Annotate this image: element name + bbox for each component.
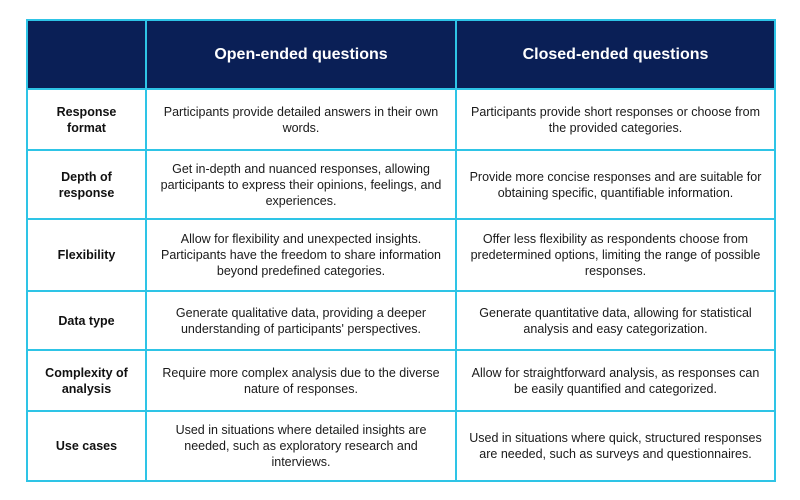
- row-label-use-cases: Use cases: [27, 411, 146, 481]
- cell-open-data-type: Generate qualitative data, providing a deeper understanding of participants' perspectives.: [146, 291, 456, 350]
- cell-closed-response-format: Participants provide short responses or choose from the provided categories.: [456, 89, 775, 150]
- cell-closed-data-type: Generate quantitative data, allowing for statistical analysis and easy categorization.: [456, 291, 775, 350]
- header-row: [27, 20, 775, 89]
- row-label-depth-of-response: Depth of response: [27, 150, 146, 219]
- cell-closed-complexity-of-analysis: Allow for straightforward analysis, as responses can be easily quantified and categorized.: [456, 350, 775, 411]
- row-label-complexity-of-analysis: Complexity of analysis: [27, 350, 146, 411]
- row-label-data-type: Data type: [27, 291, 146, 350]
- table-row: [27, 350, 775, 411]
- comparison-table: [26, 19, 776, 482]
- row-label-flexibility: Flexibility: [27, 219, 146, 291]
- table-row: [27, 150, 775, 219]
- table-body: [27, 89, 775, 481]
- header-open-ended: Open-ended questions: [146, 20, 456, 89]
- cell-closed-flexibility: Offer less flexibility as respondents choose from predetermined options, limiting the range of possible responses.: [456, 219, 775, 291]
- table-row: [27, 89, 775, 150]
- header-corner-cell: [27, 20, 146, 89]
- table-row: [27, 411, 775, 481]
- table-row: [27, 291, 775, 350]
- table-row: [27, 219, 775, 291]
- header-closed-ended: Closed-ended questions: [456, 20, 775, 89]
- row-label-response-format: Response format: [27, 89, 146, 150]
- cell-open-use-cases: Used in situations where detailed insights are needed, such as exploratory research and interviews.: [146, 411, 456, 481]
- cell-closed-depth-of-response: Provide more concise responses and are suitable for obtaining specific, quantifiable information.: [456, 150, 775, 219]
- cell-open-flexibility: Allow for flexibility and unexpected insights. Participants have the freedom to share information beyond predefined categories.: [146, 219, 456, 291]
- cell-closed-use-cases: Used in situations where quick, structured responses are needed, such as surveys and questionnaires.: [456, 411, 775, 481]
- cell-open-response-format: Participants provide detailed answers in their own words.: [146, 89, 456, 150]
- cell-open-depth-of-response: Get in-depth and nuanced responses, allowing participants to express their opinions, feelings, and experiences.: [146, 150, 456, 219]
- table-header: [27, 20, 775, 89]
- cell-open-complexity-of-analysis: Require more complex analysis due to the diverse nature of responses.: [146, 350, 456, 411]
